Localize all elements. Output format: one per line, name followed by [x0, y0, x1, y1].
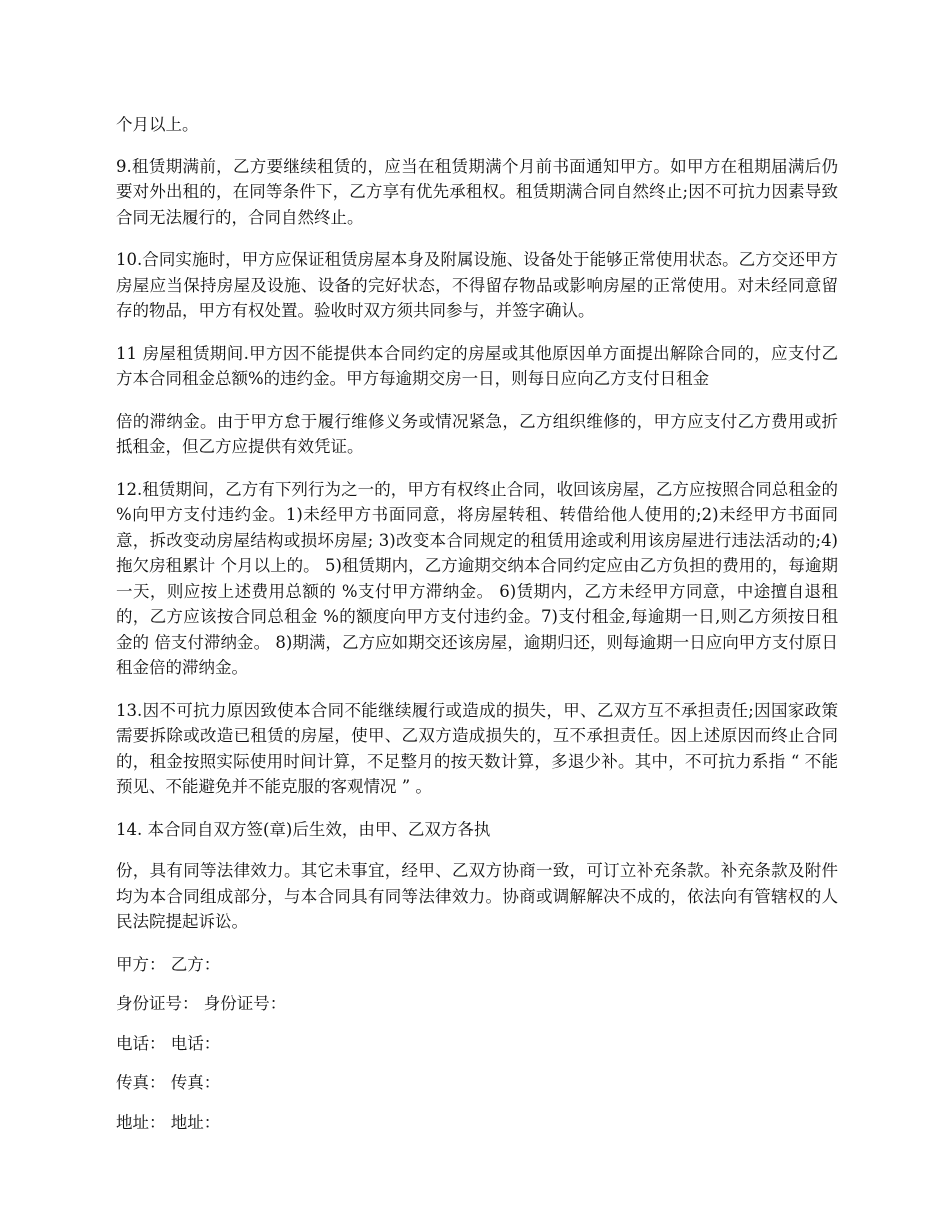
clause-14: 14. 本合同自双方签(章)后生效，由甲、乙双方各执 — [116, 819, 491, 839]
clause-10: 10.合同实施时，甲方应保证租赁房屋本身及附属设施、设备处于能够正常使用状态。乙方交还甲方房屋应当保持房屋及设施、设备的完好状态，不得留存物品或影响房屋的正常使用。对未经同意留存的物品，甲方有权处置。验收时双方须共同参与，并签字确认。 — [116, 250, 838, 320]
signature-fax: 传真： 传真： — [116, 1073, 221, 1092]
signature-parties: 甲方： 乙方： — [116, 954, 221, 974]
signature-address: 地址： 地址： — [116, 1112, 221, 1132]
clause-11: 11 房屋租赁期间.甲方因不能提供本合同约定的房屋或其他原因单方面提出解除合同的，应支付乙方本合同租金总额%的违约金。甲方每逾期交房一日，则每日应向乙方支付日租金 — [116, 343, 838, 388]
clause-12: 12.租赁期间，乙方有下列行为之一的，甲方有权终止合同，收回该房屋，乙方应按照合同总租金的 %向甲方支付违约金。1)未经甲方书面同意，将房屋转租、转借给他人使用的;2)未经甲方书面同意，拆改变动房屋结构或损坏房屋; 3)改变本合同规定的租赁用途或利用该房屋进行违法活动的;4)拖欠房租累计 个月以上的。 5)租赁期内，乙方逾期交纳本合同约定应由乙方负担的费用的，每逾期一天，则应按上述费用总额的 %支付甲方滞纳金。 6)赁期内，乙方未经甲方同意，中途擅自退租的，乙方应该按合同总租金 %的额度向甲方支付违约金。7)支付租金,每逾期一日,则乙方须按日租金的 倍支付滞纳金。 8)期满，乙方应如期交还该房屋，逾期归还，则每逾期一日应向甲方支付原日租金倍的滞纳金。 — [116, 479, 838, 677]
clause-14-continued: 份，具有同等法律效力。其它未事宜，经甲、乙双方协商一致，可订立补充条款。补充条款及附件均为本合同组成部分，与本合同具有同等法律效力。协商或调解解决不成的，依法向有管辖权的人民法院提起诉讼。 — [116, 861, 838, 931]
contract-body — [116, 112, 838, 1149]
clause-11-continued: 倍的滞纳金。由于甲方怠于履行维修义务或情况紧急，乙方组织维修的，甲方应支付乙方费用或折抵租金，但乙方应提供有效凭证。 — [116, 411, 838, 456]
signature-block — [116, 952, 838, 1136]
signature-phone: 电话： 电话： — [116, 1033, 221, 1053]
signature-id-number: 身份证号： 身份证号： — [116, 994, 287, 1013]
clause-13: 13.因不可抗力原因致使本合同不能继续履行或造成的损失，甲、乙双方互不承担责任;因国家政策需要拆除或改造已租赁的房屋，使甲、乙双方造成损失的，互不承担责任。因上述原因而终止合同的，租金按照实际使用时间计算，不足整月的按天数计算，多退少补。其中，不可抗力系指 “ 不能预见、不能避免并不能克服的客观情况 ” 。 — [116, 700, 838, 796]
clause-9: 9.租赁期满前，乙方要继续租赁的，应当在租赁期满个月前书面通知甲方。如甲方在租期届满后仍要对外出租的，在同等条件下，乙方享有优先承租权。租赁期满合同自然终止;因不可抗力因素导致合同无法履行的，合同自然终止。 — [116, 156, 838, 227]
paragraph-continuation: 个月以上。 — [116, 115, 199, 134]
